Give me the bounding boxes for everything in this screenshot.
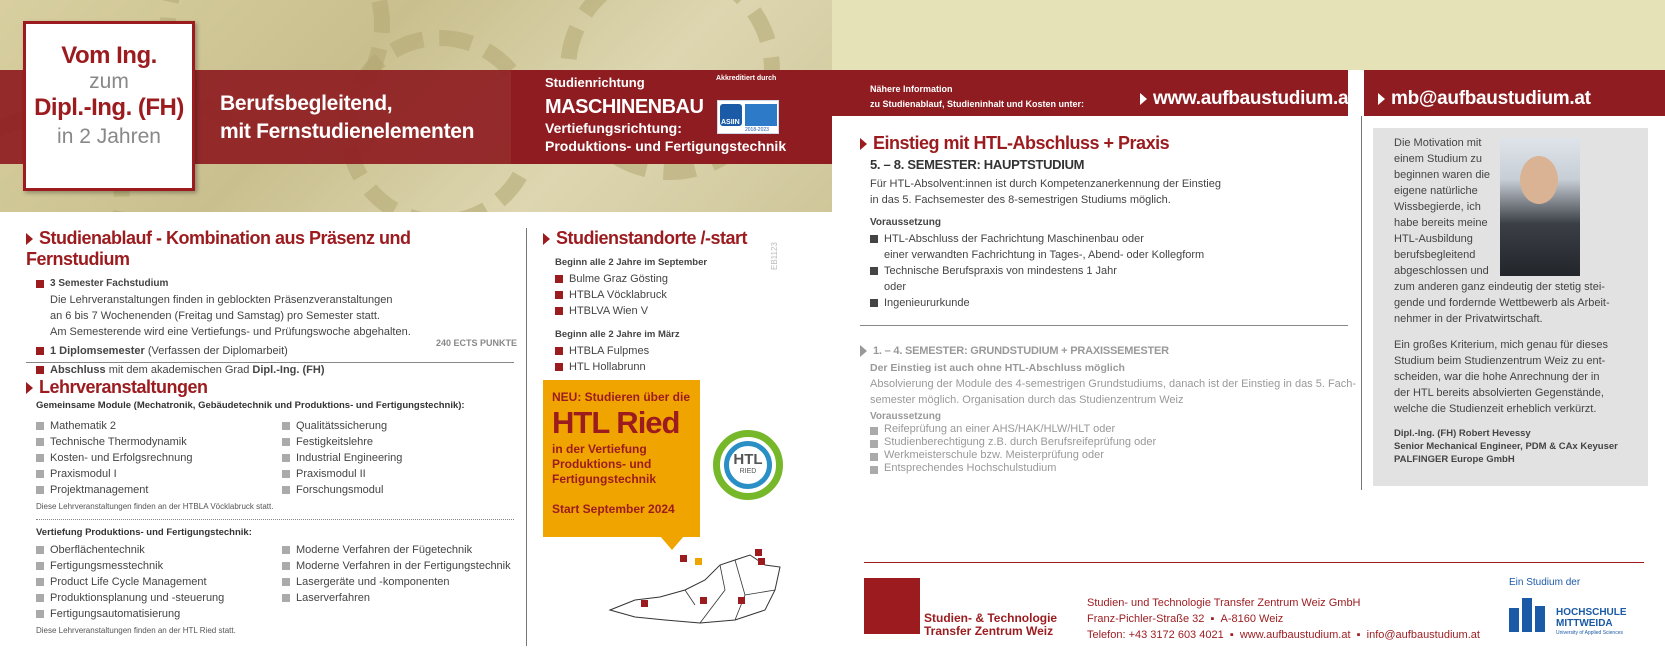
mittweida-logo-text <box>1556 607 1627 637</box>
grundstudium-section <box>860 345 1360 475</box>
list-item: Moderne Verfahren in der Fertigungstechnik <box>282 558 522 574</box>
list-item: Fertigungsmesstechnik <box>36 558 276 574</box>
austria-map <box>605 535 785 635</box>
list-item: HTBLA Vöcklabruck <box>555 287 783 303</box>
start-date: Start September 2024 <box>552 502 675 516</box>
map-marker <box>680 555 687 562</box>
voraussetzung-heading: Voraussetzung <box>870 217 941 228</box>
list-item: HTL-Abschluss der Fachrichtung Maschinenbau oder <box>870 231 1350 247</box>
arrow-icon <box>26 233 33 245</box>
arrow-icon <box>1378 93 1385 105</box>
dotted-divider <box>36 519 514 520</box>
list-item: Entsprechendes Hochschulstudium <box>870 462 1360 475</box>
footer-website-link[interactable]: www.aufbaustudium.at <box>1239 629 1351 641</box>
list-item-cont: einer verwandten Fachrichtung in Tages-, Abend- oder Kollegform <box>884 249 1205 261</box>
testimonial-line: Studium beim Studienzentrum Weiz zu ent- <box>1394 355 1606 367</box>
neu-line: Fertigungstechnik <box>552 472 657 486</box>
list-item: Studienberechtigung z.B. durch Berufsreifeprüfung oder <box>870 436 1360 449</box>
studienablauf-title: Studienablauf - Kombination aus Präsenz und Fernstudium <box>26 228 411 269</box>
list-item: Oberflächentechnik <box>36 542 276 558</box>
arrow-icon <box>860 345 867 357</box>
stz-logo-square <box>864 578 920 634</box>
abschluss-item <box>36 362 516 378</box>
grund-text: semester möglich. Organisation durch das Studienzentrum Weiz <box>870 394 1184 407</box>
mittweida-subline: University of Applied Sciences <box>1556 630 1623 636</box>
fachstudium-line: an 6 bis 7 Wochenenden (Freitag und Samstag) pro Semester statt. <box>50 310 380 322</box>
title-line-3: Dipl.-Ing. (FH) <box>34 94 184 121</box>
studienablauf-heading <box>26 228 516 270</box>
map-marker <box>758 558 765 565</box>
footer-contact: Studien- und Technologie Transfer Zentrum Weiz GmbH Franz-Pichler-Straße 32 ▪ A-8160 Weiz Telefon: +43 3172 603 4021 ▪ www.aufbaustudium.at ▪ info@aufbaustudium.at <box>1087 597 1480 641</box>
asiin-logo <box>717 100 779 134</box>
testimonial-line: der HTL bereits absolvierten Gegenstände, <box>1394 387 1604 399</box>
arrow-icon <box>543 233 550 245</box>
list-item: Lasergeräte und -komponenten <box>282 574 522 590</box>
list-item: Produktionsplanung und -steuerung <box>36 590 276 606</box>
list-item: Praxismodul II <box>282 466 512 482</box>
testimonial-line: scheiden, war die hohe Anrechnung der in <box>1394 371 1600 383</box>
einstieg-heading <box>860 133 1350 154</box>
asiin-years: 2018-2023 <box>745 127 769 133</box>
divider <box>26 362 514 363</box>
einstieg-text: Für HTL-Absolvent:innen ist durch Kompetenzanerkennung der Einstieg <box>870 178 1221 190</box>
testimonial-line: gende und fordernde Wettbewerb als Arbeit- <box>1394 297 1610 309</box>
list-item: Moderne Verfahren der Fügetechnik <box>282 542 522 558</box>
diplomsemester-label: 1 Diplomsemester <box>50 345 145 357</box>
list-item: Reifeprüfung an einer AHS/HAK/HLW/HLT oder <box>870 423 1360 436</box>
list-item: HTL Hollabrunn <box>555 359 783 375</box>
fachstudium-line: Die Lehrveranstaltungen finden in geblockten Präsenzveranstaltungen <box>50 294 393 306</box>
info-line-1: Nähere Information <box>870 84 953 94</box>
module-list-b <box>282 418 512 498</box>
divider <box>860 325 1348 326</box>
list-item-cont: oder <box>884 281 907 293</box>
einstieg-text: in das 5. Fachsemester des 8-semestrigen Studiums möglich. <box>870 194 1171 206</box>
ects-points: 240 ECTS PUNKTE <box>436 338 518 348</box>
fachstudium-line: Am Semesterende wird eine Vertiefungs- und Prüfungswoche abgehalten. <box>50 326 411 338</box>
ein-studium-label: Ein Studium der <box>1509 577 1581 588</box>
grund-text: Absolvierung der Module des 4-semestrigen Grundstudiums, danach ist der Einstieg in das 5. Fach- <box>870 378 1357 391</box>
neu-text: NEU: Studieren über die <box>552 390 691 404</box>
hauptstudium-heading: 5. – 8. SEMESTER: HAUPTSTUDIUM <box>870 157 1085 172</box>
map-marker <box>641 600 648 607</box>
fachstudium-item: 3 Semester Fachstudium <box>36 276 516 292</box>
gemeinsame-module-heading: Gemeinsame Module (Mechatronik, Gebäudetechnik und Produktions- und Fertigungstechnik): <box>36 400 465 411</box>
mittweida-logo-icon <box>1509 594 1545 632</box>
stz-logo-text <box>924 612 1057 638</box>
lehr-title: Lehrveranstaltungen <box>39 377 208 397</box>
title-line-1: Vom Ing. <box>61 42 157 69</box>
testimonial-line: welche die Studienzeit erheblich verkürzt. <box>1394 403 1597 415</box>
list-item: Technische Thermodynamik <box>36 434 276 450</box>
testimonial-line: eigene natürliche <box>1394 185 1478 197</box>
footer-email-link[interactable]: info@aufbaustudium.at <box>1366 629 1480 641</box>
footer-rule <box>864 562 1644 563</box>
map-marker <box>700 597 707 604</box>
htl-ried-logo <box>713 430 783 500</box>
maerz-heading: Beginn alle 2 Jahre im März <box>555 329 680 340</box>
grund-title: 1. – 4. SEMESTER: GRUNDSTUDIUM + PRAXISSEMESTER <box>873 345 1169 357</box>
testimonial-name: Dipl.-Ing. (FH) Robert Hevessy <box>1394 428 1531 439</box>
maschinenbau-heading: MASCHINENBAU <box>545 96 704 118</box>
list-item: Ingenieururkunde <box>870 295 1350 311</box>
stz-logo-line: Studien- & Technologie <box>924 611 1058 625</box>
arrow-icon <box>26 382 33 394</box>
vocklabruck-note: Diese Lehrveranstaltungen finden an der HTBLA Vöcklabruck statt. <box>36 502 274 511</box>
abschluss-label: Abschluss <box>50 364 106 376</box>
stz-logo-line: Transfer Zentrum Weiz <box>924 624 1054 638</box>
testimonial-role: Senior Mechanical Engineer, PDM & CAx Keyuser <box>1394 441 1618 452</box>
testimonial-line: Ein großes Kriterium, mich genau für dieses <box>1394 339 1608 351</box>
testimonial-text-wide <box>1394 279 1634 466</box>
list-item: Technische Berufspraxis von mindestens 1 Jahr <box>870 263 1350 279</box>
phone-number[interactable]: Telefon: +43 3172 603 4021 <box>1087 629 1224 641</box>
list-item: Praxismodul I <box>36 466 276 482</box>
address-street: Franz-Pichler-Straße 32 <box>1087 613 1205 625</box>
list-item: Qualitätssicherung <box>282 418 512 434</box>
list-item: Mathematik 2 <box>36 418 276 434</box>
map-marker <box>755 549 762 556</box>
column-divider <box>1361 116 1362 490</box>
list-item: Projektmanagement <box>36 482 276 498</box>
tagline-2: mit Fernstudienelementen <box>220 120 475 143</box>
neu-line: Produktions- und <box>552 457 652 471</box>
ried-note: Diese Lehrveranstaltungen finden an der HTL Ried statt. <box>36 626 236 635</box>
mittweida-line: MITTWEIDA <box>1556 618 1613 629</box>
september-heading: Beginn alle 2 Jahre im September <box>555 257 708 268</box>
column-divider <box>526 228 527 646</box>
email-text[interactable]: mb@aufbaustudium.at <box>1391 88 1591 109</box>
htl-logo-text: HTL <box>733 451 763 468</box>
grund-voraussetzung: Voraussetzung <box>870 411 941 423</box>
diplomsemester-note: (Verfassen der Diplomarbeit) <box>147 345 288 357</box>
grund-heading <box>860 345 1360 357</box>
vertiefung-list-b <box>282 542 522 606</box>
standorte-title: Studienstandorte /-start <box>556 228 748 248</box>
org-name: Studien- und Technologie Transfer Zentrum Weiz GmbH <box>1087 597 1361 609</box>
testimonial-line: Wissbegierde, ich <box>1394 201 1481 213</box>
standorte-section <box>543 228 783 375</box>
abschluss-text: mit dem akademischen Grad <box>108 364 250 376</box>
studienrichtung-label: Studienrichtung <box>545 75 645 90</box>
title-box <box>23 21 195 191</box>
list-item: Fertigungsautomatisierung <box>36 606 276 622</box>
testimonial-line: nehmer in der Privatwirtschaft. <box>1394 313 1543 325</box>
info-text <box>870 82 1084 112</box>
list-item: Industrial Engineering <box>282 450 512 466</box>
list-item: HTBLA Fulpmes <box>555 343 783 359</box>
testimonial-line: abgeschlossen und <box>1394 265 1489 277</box>
map-marker <box>738 597 745 604</box>
akkreditiert-label: Akkreditiert durch <box>716 75 777 82</box>
testimonial-line: HTL-Ausbildung <box>1394 233 1473 245</box>
list-item: Product Life Cycle Management <box>36 574 276 590</box>
module-list-a <box>36 418 276 498</box>
vertiefung-heading: Vertiefung Produktions- und Fertigungstechnik: <box>36 527 252 538</box>
abschluss-degree: Dipl.-Ing. (FH) <box>252 364 325 376</box>
title-line-4: in 2 Jahren <box>57 125 161 148</box>
list-item: Werkmeisterschule bzw. Meisterprüfung oder <box>870 449 1360 462</box>
list-item: HTBLVA Wien V <box>555 303 783 319</box>
email-link[interactable] <box>1378 88 1591 110</box>
vertiefung-label: Vertiefungsrichtung: <box>545 120 682 136</box>
einstieg-title: Einstieg mit HTL-Abschluss + Praxis <box>873 133 1170 153</box>
standorte-heading <box>543 228 783 249</box>
testimonial-company: PALFINGER Europe GmbH <box>1394 454 1515 465</box>
ried-logo-text: RIED <box>739 468 757 475</box>
testimonial-line: einem Studium zu <box>1394 153 1483 165</box>
hero-tagline <box>220 90 474 146</box>
testimonial-line: habe bereits meine <box>1394 217 1488 229</box>
htl-ried-box <box>543 380 700 537</box>
document-code: EB1123 <box>770 242 779 270</box>
asiin-text: ASIIN <box>721 119 740 126</box>
address-city: A-8160 Weiz <box>1220 613 1284 625</box>
website-text[interactable]: www.aufbaustudium.at <box>1153 88 1355 109</box>
htl-ried-heading: HTL Ried <box>552 405 680 440</box>
lehr-heading <box>26 377 516 398</box>
testimonial-line: Die Motivation mit <box>1394 137 1482 149</box>
lehrveranstaltungen-section <box>26 377 516 411</box>
vertiefung-value: Produktions- und Fertigungstechnik <box>545 138 787 154</box>
arrow-icon <box>860 138 867 150</box>
arrow-icon <box>1140 93 1147 105</box>
fachstudium-text <box>36 292 516 340</box>
list-item: Bulme Graz Gösting <box>555 271 783 287</box>
tagline-1: Berufsbegleitend, <box>220 92 393 115</box>
einstieg-section <box>860 133 1350 311</box>
top-right-background <box>832 0 1665 70</box>
list-item: Kosten- und Erfolgsrechnung <box>36 450 276 466</box>
neu-line: in der Vertiefung <box>552 442 647 456</box>
website-link[interactable] <box>1140 88 1354 110</box>
mittweida-line: HOCHSCHULE <box>1556 607 1627 618</box>
testimonial-line: berufsbegleitend <box>1394 249 1476 261</box>
testimonial-line: beginnen waren die <box>1394 169 1491 181</box>
map-marker <box>695 558 702 565</box>
title-line-2: zum <box>89 70 129 93</box>
vertiefung-list-a <box>36 542 276 622</box>
testimonial-text-narrow <box>1394 135 1494 279</box>
grund-subheading: Der Einstieg ist auch ohne HTL-Abschluss möglich <box>870 362 1125 375</box>
info-line-2: zu Studienablauf, Studieninhalt und Kosten unter: <box>870 99 1084 109</box>
portrait-photo <box>1500 138 1580 276</box>
list-item: Forschungsmodul <box>282 482 512 498</box>
list-item: Festigkeitslehre <box>282 434 512 450</box>
list-item: Laserverfahren <box>282 590 522 606</box>
studienablauf-section <box>26 228 516 378</box>
testimonial-line: zum anderen ganz eindeutig der stetig stei- <box>1394 281 1605 293</box>
